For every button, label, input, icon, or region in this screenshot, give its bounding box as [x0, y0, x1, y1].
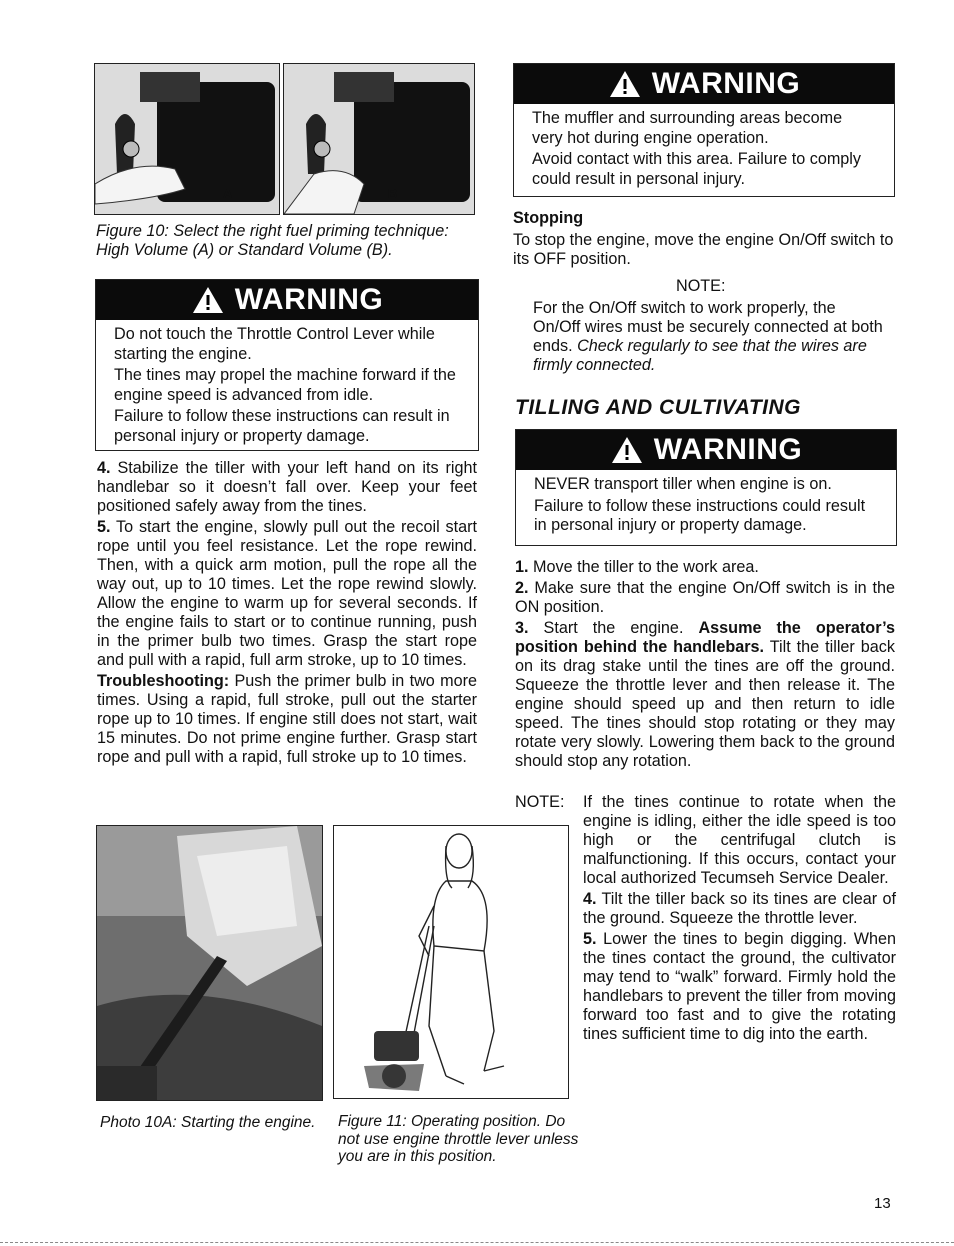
- warning-triangle-icon: [610, 435, 644, 465]
- figure-10-caption: Figure 10: Select the right fuel priming technique: High Volume (A) or Standard Volume (B).: [96, 222, 449, 259]
- step-4: [583, 890, 896, 928]
- step-number: 1.: [515, 558, 529, 576]
- warning-header: [96, 280, 478, 320]
- tilling-note-and-steps: [583, 793, 896, 1046]
- photo-10a: [96, 825, 323, 1101]
- step-text: To start the engine, slowly pull out the recoil start rope until you feel resistance. Let the rope rewind. Then, with a quick arm motion, pull the rope all the way out, up to 10 times. Let the rope rewind slowly. Allow the engine to warm up for several seconds. If the engine fails to start or to continue running, push in the primer bulb two times. Grasp the start rope and pull with a rapid, full arm stroke, up to 10 times.: [97, 518, 477, 669]
- tilling-note-label: NOTE:: [515, 793, 565, 811]
- step-5: [97, 518, 477, 670]
- step-4: [97, 459, 477, 516]
- warning-title: WARNING: [651, 67, 801, 100]
- page-number: 13: [874, 1195, 891, 1212]
- starting-engine-photo: [97, 826, 322, 1100]
- step-5: [583, 930, 896, 1044]
- stopping-heading: Stopping: [513, 209, 584, 227]
- starting-steps: [97, 459, 477, 769]
- engine-primer-illustration-b: [284, 64, 474, 214]
- step-2: [515, 579, 895, 617]
- step-1: [515, 558, 895, 577]
- warning-box-transport: [515, 429, 897, 546]
- warning-box-throttle: [95, 279, 479, 451]
- stopping-note-text: For the On/Off switch to work properly, the On/Off wires must be securely connected at both ends.: [533, 299, 883, 355]
- step-number: 5.: [583, 930, 597, 948]
- figure-10a-image: [94, 63, 280, 215]
- tilling-steps: [515, 558, 895, 773]
- step-text: Tilt the tiller back so its tines are clear of the ground. Squeeze the throttle lever.: [583, 890, 896, 927]
- figure-10b-image: [283, 63, 475, 215]
- footer-divider: [0, 1242, 954, 1243]
- figure-label-b: B: [388, 186, 398, 201]
- tilling-note-text: If the tines continue to rotate when the engine is idling, either the idle speed is too high or the centrifugal clutch is malfunctioning. If this occurs, contact your local authorized Tecumseh Service Dealer.: [583, 793, 896, 887]
- warning-header: [516, 430, 896, 470]
- stopping-note-italic: Check regularly to see that the wires are firmly connected.: [533, 337, 867, 374]
- step-number: 2.: [515, 579, 529, 597]
- warning-text: The muffler and surrounding areas become very hot during engine operation.: [532, 109, 843, 147]
- warning-header: [514, 64, 894, 104]
- step-number: 3.: [515, 619, 529, 637]
- operator-with-tiller-illustration: [334, 826, 568, 1098]
- step-text: Move the tiller to the work area.: [528, 558, 759, 576]
- warning-text: Failure to follow these instructions can result in personal injury or property damage.: [114, 407, 450, 445]
- troubleshooting-label: Troubleshooting:: [97, 672, 230, 690]
- step-number: 5.: [97, 518, 111, 536]
- warning-title: WARNING: [234, 283, 384, 316]
- step-3: [515, 619, 895, 771]
- stopping-text: To stop the engine, move the engine On/Off switch to its OFF position.: [513, 231, 894, 268]
- step-text: Tilt the tiller back on its drag stake until the tines are off the ground. Squeeze the throttle lever and then release it. The engine should speed up and then return to idle speed. The tines should stop rotating or they may rotate very slowly. Lowering them back to the ground should stop any rotation.: [515, 638, 895, 770]
- step-text: Stabilize the tiller with your left hand on its right handlebar so it doesn’t fall over. Keep your feet positioned safely away from the tines.: [97, 459, 477, 515]
- step-text: Lower the tines to begin digging. When the tines contact the ground, the cultivator may tend to “walk” forward. Firmly hold the handlebars to prevent the tiller from moving forward too fast and to give the rotating tines sufficient time to dig into the earth.: [583, 930, 896, 1043]
- warning-triangle-icon: [191, 285, 225, 315]
- step-number: 4.: [97, 459, 111, 477]
- engine-primer-illustration-a: [95, 64, 279, 214]
- stopping-note: [533, 299, 883, 375]
- step-text: Start the engine.: [528, 619, 699, 637]
- troubleshooting: [97, 672, 477, 767]
- step-text: Make sure that the engine On/Off switch is in the ON position.: [515, 579, 895, 616]
- warning-triangle-icon: [608, 69, 642, 99]
- figure-11-image: [333, 825, 569, 1099]
- warning-text: Failure to follow these instructions could result in personal injury or property damage.: [534, 496, 866, 534]
- stopping-note-label: NOTE:: [676, 277, 726, 295]
- troubleshooting-text: Push the primer bulb in two more times. Using a rapid, full stroke, pull out the starter rope up to 10 times. If engine still does not start, wait 15 minutes. Do not prime engine further. Grasp start rope and pull with a rapid, full stroke up to 10 times.: [97, 672, 477, 766]
- warning-text: NEVER transport tiller when engine is on.: [534, 475, 832, 493]
- warning-text: Do not touch the Throttle Control Lever while starting the engine.: [114, 325, 435, 363]
- warning-box-muffler: [513, 63, 895, 197]
- section-title-tilling: TILLING AND CULTIVATING: [515, 396, 802, 419]
- figure-11-caption: Figure 11: Operating position. Do not use engine throttle lever unless you are in this position.: [338, 1113, 579, 1165]
- photo-10a-caption: Photo 10A: Starting the engine.: [100, 1114, 316, 1131]
- warning-text: Avoid contact with this area. Failure to comply could result in personal injury.: [532, 150, 861, 188]
- warning-title: WARNING: [653, 433, 803, 466]
- figure-label-a: A: [223, 186, 233, 201]
- step-bold-text: Assume the operator’s position behind the handlebars.: [515, 619, 895, 656]
- warning-text: The tines may propel the machine forward if the engine speed is advanced from idle.: [114, 366, 456, 404]
- step-number: 4.: [583, 890, 597, 908]
